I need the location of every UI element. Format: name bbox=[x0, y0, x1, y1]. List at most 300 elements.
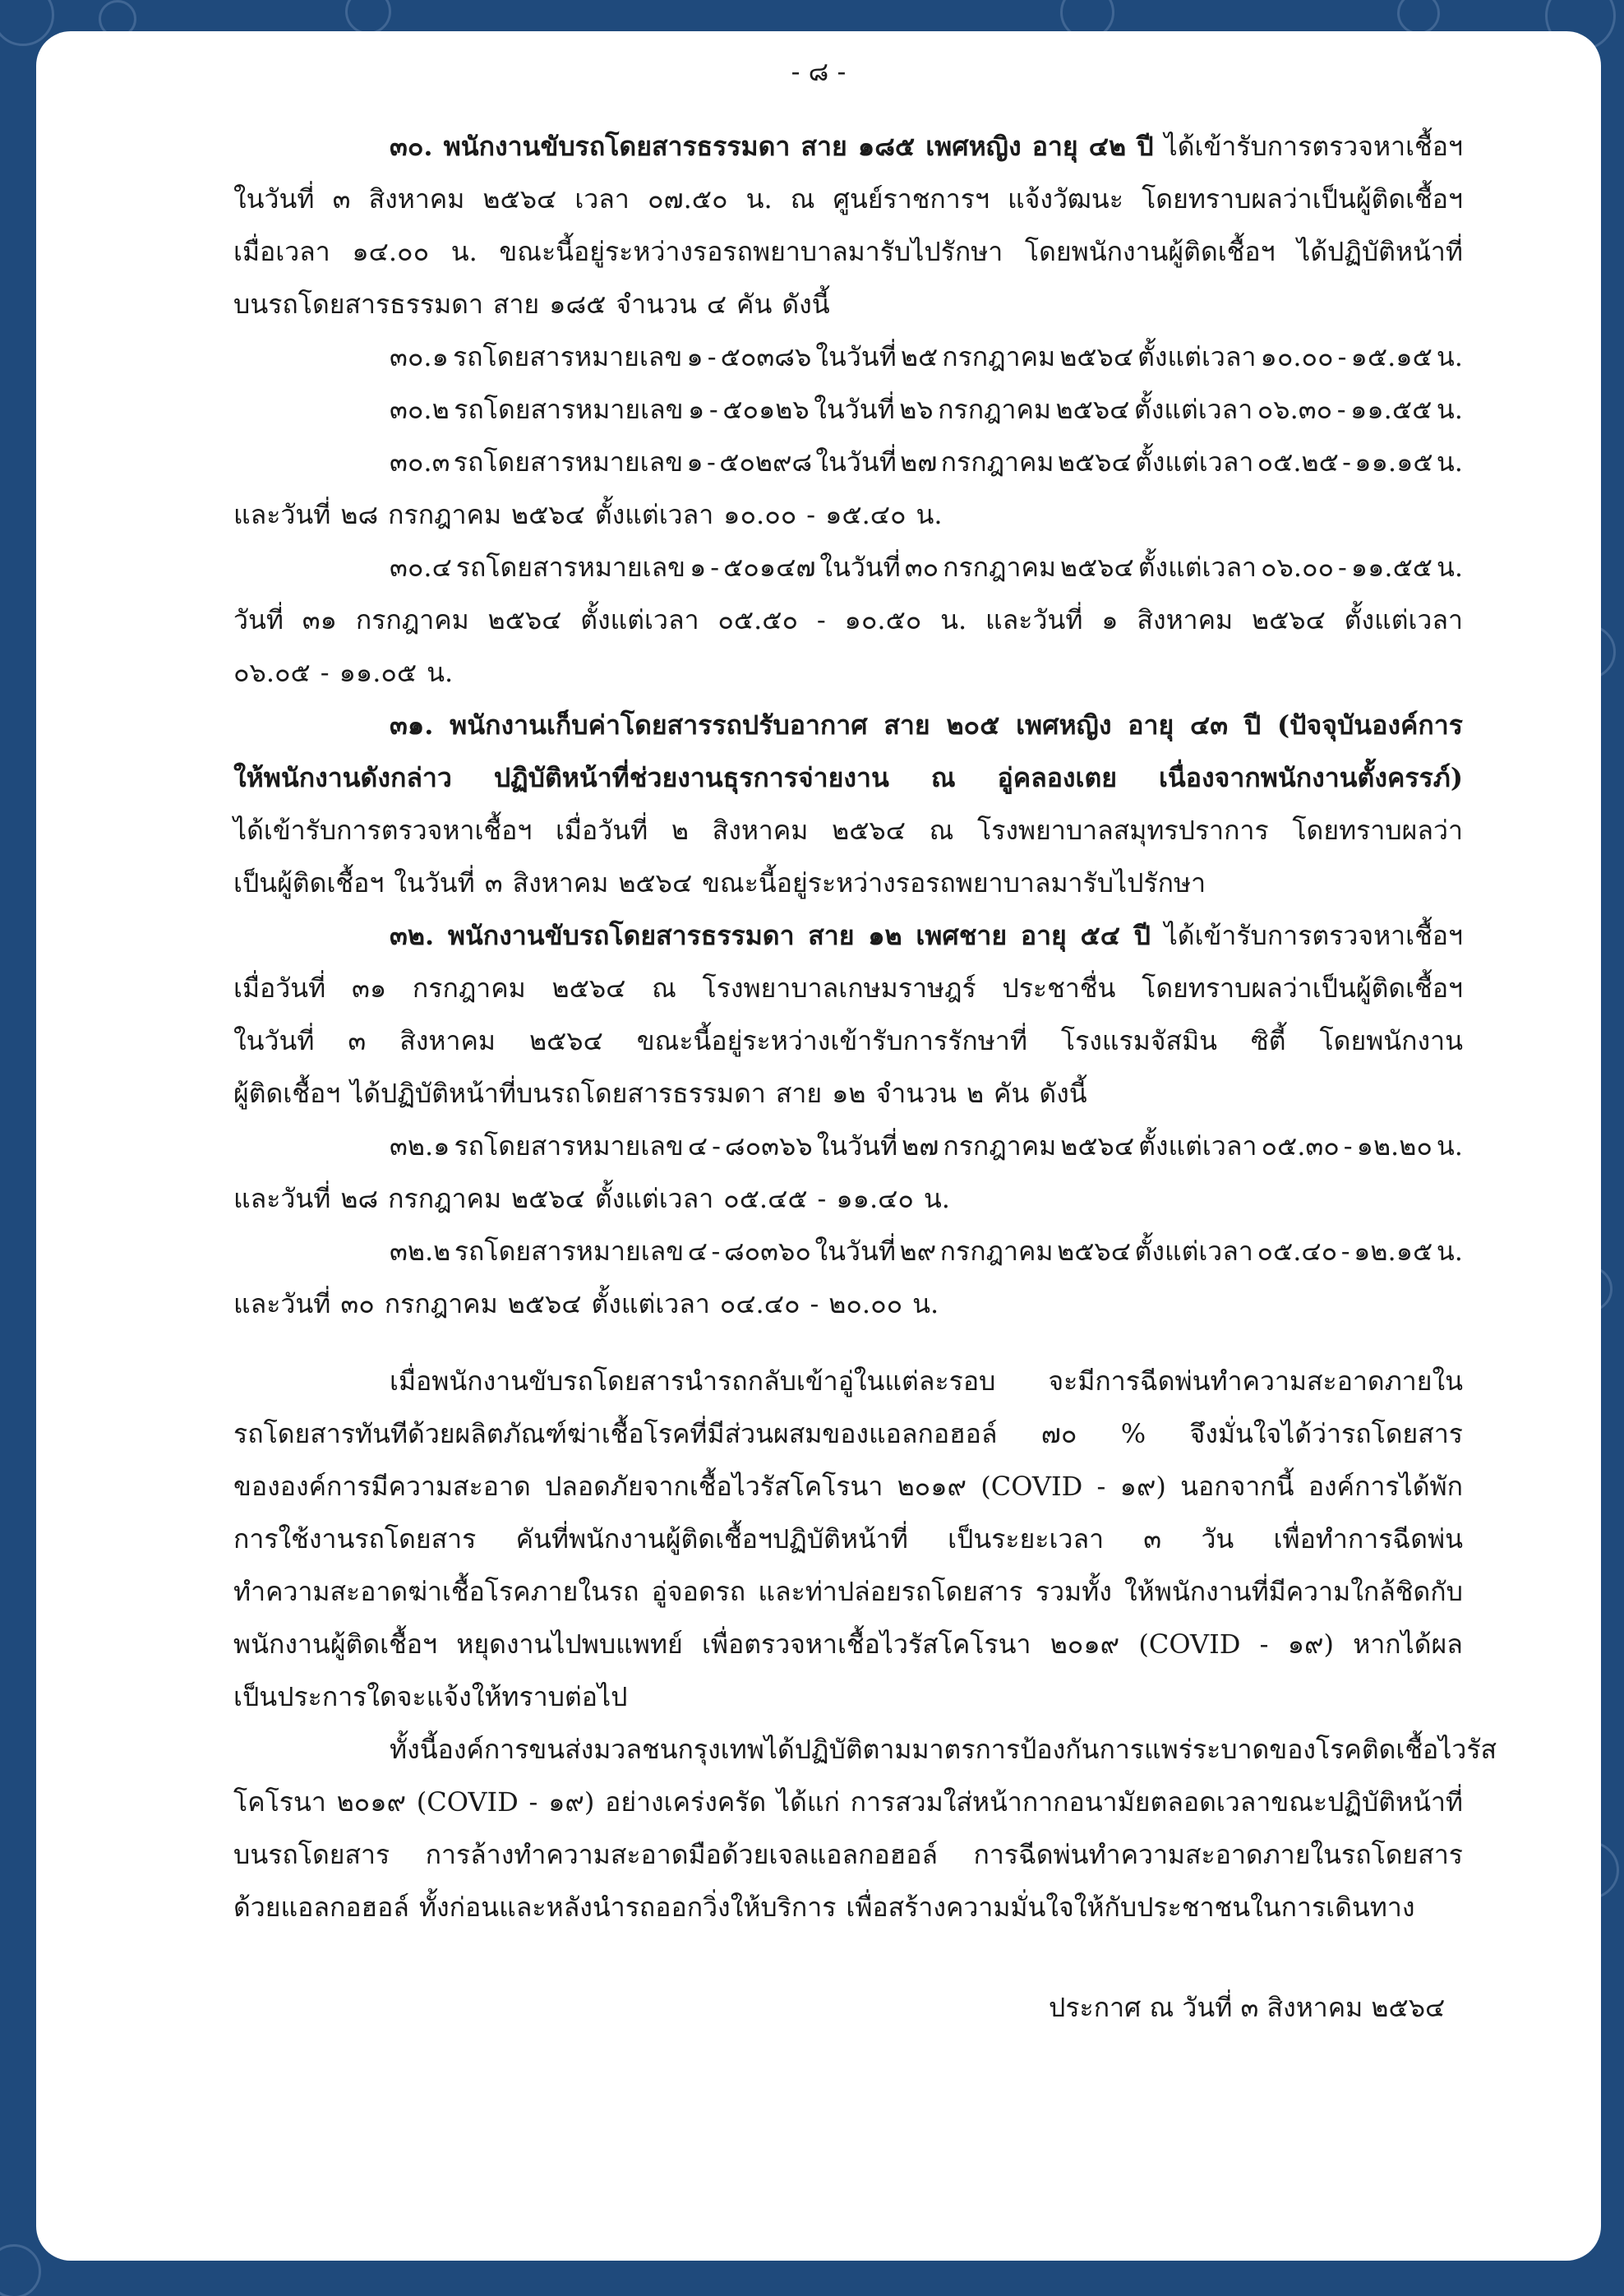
bold-word: อู่คลองเตย bbox=[997, 762, 1118, 793]
word: เมื่อเวลา bbox=[233, 236, 330, 267]
word: อู่จอดรถ bbox=[651, 1576, 746, 1607]
word: และวันที่ bbox=[233, 1183, 331, 1214]
word: รถโดยสารหมายเลข bbox=[454, 1236, 685, 1267]
bold-word: ปฏิบัติหน้าที่ช่วยงานธุรการจ่ายงาน bbox=[493, 762, 889, 793]
bold-word: พนักงานเก็บค่าโดยสารรถปรับอากาศ bbox=[450, 709, 868, 741]
text-line bbox=[390, 1120, 1463, 1172]
word: ด้วยแอลกอฮอล์ bbox=[233, 1892, 409, 1923]
text-line bbox=[233, 173, 1463, 225]
word: ๗๐ bbox=[1040, 1418, 1077, 1449]
word: คัน bbox=[994, 1078, 1030, 1109]
word: - bbox=[806, 499, 816, 530]
word: การสวมใส่หน้ากากอนามัยตลอดเวลาขณะปฏิบัติหน้าที่ bbox=[850, 1786, 1463, 1818]
word: ๑๒ bbox=[832, 1078, 866, 1109]
word: ๑ bbox=[1101, 604, 1119, 635]
word: ในวันที่ bbox=[819, 552, 901, 583]
word: ๒๕๖๔ bbox=[618, 867, 693, 899]
word: ๐๔.๔๐ bbox=[719, 1288, 800, 1319]
word: ทั้งนี้ bbox=[390, 1734, 438, 1765]
word: กรกฎาคม bbox=[388, 499, 502, 530]
word: การใช้งานรถโดยสาร bbox=[233, 1523, 477, 1555]
word: และวันที่ bbox=[985, 604, 1083, 635]
text-line bbox=[233, 1277, 1463, 1330]
word: โรงพยาบาลสมุทรปราการ bbox=[977, 815, 1269, 846]
word: การล้างทำความสะอาดมือด้วยเจลแอลกอฮอล์ bbox=[425, 1839, 939, 1870]
word: ๒๕๖๔ bbox=[507, 1288, 582, 1319]
word: โรงแรมจัสมิน bbox=[1060, 1025, 1218, 1056]
word: กรกฎาคม bbox=[943, 552, 1056, 583]
word: ๓๐.๑ bbox=[390, 341, 449, 372]
word: ๓๐ bbox=[340, 1288, 375, 1319]
word: โรงพยาบาลเกษมราษฎร์ bbox=[702, 972, 976, 1004]
word: ๒๐๑๙ bbox=[336, 1786, 406, 1818]
word: น. bbox=[450, 236, 478, 267]
virus-pattern-icon bbox=[1397, 0, 1440, 35]
word: ๑๕.๑๕ bbox=[1350, 341, 1433, 372]
word: ๓ bbox=[484, 867, 503, 899]
word: น. bbox=[1436, 394, 1463, 425]
word: กรกฎาคม bbox=[388, 1183, 502, 1214]
word: ๒๐๑๙ bbox=[897, 1471, 967, 1502]
word: กรกฎาคม bbox=[939, 1236, 1054, 1267]
word: ตั้งแต่เวลา bbox=[591, 1288, 710, 1319]
bold-word: ๓๑. bbox=[390, 709, 434, 741]
word: ได้เข้ารับการตรวจหาเชื้อฯ bbox=[1164, 131, 1463, 162]
word: แจ้งวัฒนะ bbox=[1008, 183, 1123, 215]
announcement-date: ประกาศ ณ วันที่ ๓ สิงหาคม ๒๕๖๔ bbox=[1049, 1992, 1446, 2023]
text-line bbox=[233, 962, 1463, 1014]
bold-word: ให้พนักงานดังกล่าว bbox=[233, 762, 452, 793]
document-body bbox=[233, 120, 1497, 1933]
word: เมื่อพนักงานขับรถโดยสารนำรถกลับเข้าอู่ในแต่ละรอบ bbox=[390, 1365, 996, 1397]
word: ตั้งแต่เวลา bbox=[580, 604, 699, 635]
word: ตั้งแต่เวลา bbox=[1134, 446, 1254, 478]
word: ๒๘ bbox=[340, 499, 379, 530]
word: ๑๙) bbox=[1287, 1628, 1334, 1660]
word: น. bbox=[940, 604, 967, 635]
word: - bbox=[1340, 1236, 1350, 1267]
word: ๓๐ bbox=[904, 552, 939, 583]
text-line bbox=[233, 1460, 1463, 1513]
word: ๑๐.๐๐ bbox=[723, 499, 797, 530]
bold-word: เนื่องจากพนักงานตั้งครรภ์) bbox=[1158, 762, 1463, 793]
word: โคโรนา bbox=[233, 1786, 326, 1818]
word: ๓๑ bbox=[302, 604, 337, 635]
word: สาย bbox=[492, 289, 540, 320]
word: ศูนย์ราชการฯ bbox=[833, 183, 990, 215]
word: จะมีการฉีดพ่นทำความสะอาดภายใน bbox=[1048, 1365, 1463, 1397]
word: ในวันที่ bbox=[233, 1025, 315, 1056]
virus-pattern-icon bbox=[345, 0, 391, 35]
word: รถโดยสารทันทีด้วยผลิตภัณฑ์ฆ่าเชื้อโรคที่มีส่วนผสมของแอลกอฮอล์ bbox=[233, 1418, 998, 1449]
word: ๐๖.๐๐ bbox=[1260, 552, 1335, 583]
word: เพื่อทำการฉีดพ่น bbox=[1273, 1523, 1463, 1555]
word: รถโดยสารหมายเลข bbox=[454, 394, 684, 425]
bold-word: สาย bbox=[808, 920, 855, 951]
text-line bbox=[233, 646, 1463, 699]
word: ได้เข้ารับการตรวจหาเชื้อฯ bbox=[1164, 920, 1463, 951]
bold-word: ๒๐๕ bbox=[946, 709, 1000, 741]
word: และวันที่ bbox=[233, 499, 331, 530]
word: - bbox=[817, 1183, 827, 1214]
word: ในวันที่ bbox=[814, 1236, 896, 1267]
word: ๐๕.๕๐ bbox=[717, 604, 799, 635]
text-line bbox=[390, 699, 1463, 751]
word: - bbox=[1259, 1628, 1269, 1660]
word: ๐๕.๓๐ bbox=[1261, 1130, 1340, 1162]
word: กรกฎาคม bbox=[412, 972, 526, 1004]
word: โดยพนักงาน bbox=[1319, 1025, 1463, 1056]
text-line bbox=[233, 1067, 1463, 1120]
word: และวันที่ bbox=[233, 1288, 331, 1319]
word: เพื่อตรวจหาเชื้อไวรัสโคโรนา bbox=[701, 1628, 1031, 1660]
word: สิงหาคม bbox=[368, 183, 465, 215]
bold-word: ๔๒ bbox=[1088, 131, 1127, 162]
word: ในวันที่ bbox=[816, 1130, 898, 1162]
word: ๓๒.๑ bbox=[390, 1130, 450, 1162]
bold-word: ปี bbox=[1133, 920, 1151, 951]
paragraph-p-measures bbox=[233, 1723, 1497, 1933]
word: - bbox=[1336, 394, 1346, 425]
bold-word: พนักงานขับรถโดยสารธรรมดา bbox=[447, 920, 795, 951]
paragraph-p30 bbox=[233, 120, 1463, 699]
word: ณ bbox=[652, 972, 676, 1004]
bold-word: สาย bbox=[884, 709, 930, 741]
word: ทั้งก่อนและหลังนำรถออกวิ่งให้บริการ bbox=[418, 1892, 837, 1923]
bold-word: อายุ bbox=[1128, 709, 1174, 741]
text-line bbox=[390, 120, 1463, 173]
word: ๒๐.๐๐ bbox=[828, 1288, 903, 1319]
word: ๒๕๖๔ bbox=[1057, 446, 1132, 478]
text-line bbox=[233, 278, 1463, 330]
word: น. bbox=[916, 499, 943, 530]
word: ตั้งแต่เวลา bbox=[594, 499, 714, 530]
word: - bbox=[710, 552, 720, 583]
word: ๑ bbox=[690, 552, 707, 583]
word: โดยทราบผลว่า bbox=[1292, 815, 1463, 846]
word: ในวันที่ bbox=[815, 446, 897, 478]
word: โดยทราบผลว่าเป็นผู้ติดเชื้อฯ bbox=[1142, 972, 1463, 1004]
word: ๓๐.๔ bbox=[390, 552, 452, 583]
word: ๑ bbox=[686, 341, 704, 372]
word: - bbox=[810, 1288, 819, 1319]
word: ๒๐๑๙ bbox=[1050, 1628, 1120, 1660]
word: ตั้งแต่เวลา bbox=[1134, 1236, 1253, 1267]
word: - bbox=[1337, 341, 1347, 372]
text-line bbox=[233, 1565, 1463, 1618]
bold-word: อายุ bbox=[1031, 131, 1078, 162]
word: รถโดยสารหมายเลข bbox=[455, 552, 686, 583]
word: เวลา bbox=[574, 183, 630, 215]
text-line bbox=[233, 1014, 1463, 1067]
word: ๒๕๖๔ bbox=[1055, 394, 1130, 425]
word: ๑๑.๐๕ bbox=[339, 657, 418, 688]
text-line bbox=[390, 1723, 1497, 1776]
word: นอกจากนี้ bbox=[1180, 1471, 1294, 1502]
word: - bbox=[707, 341, 717, 372]
word: หากได้ผล bbox=[1353, 1628, 1463, 1660]
word: เป็นประการใดจะแจ้งให้ทราบต่อไป bbox=[233, 1681, 628, 1712]
word: สิงหาคม bbox=[1137, 604, 1234, 635]
word: เมื่อวันที่ bbox=[555, 815, 648, 846]
word: ประชาชื่น bbox=[1002, 972, 1116, 1004]
word: กรกฎาคม bbox=[355, 604, 469, 635]
word: ๑ bbox=[688, 394, 705, 425]
page-number: - ๘ - bbox=[791, 56, 847, 87]
word: ณ bbox=[929, 815, 954, 846]
text-line bbox=[390, 541, 1463, 594]
word: ได้ปฏิบัติหน้าที่ bbox=[1297, 236, 1463, 267]
word: สาย bbox=[775, 1078, 823, 1109]
word: ๒๙ bbox=[899, 1236, 937, 1267]
word: - bbox=[1338, 552, 1347, 583]
word: ๓ bbox=[1143, 1523, 1162, 1555]
word: บนรถโดยสาร bbox=[233, 1839, 390, 1870]
word: กรกฎาคม bbox=[384, 1288, 498, 1319]
word: ผู้ติดเชื้อฯ bbox=[233, 1078, 341, 1109]
word: ๒๕ bbox=[900, 341, 939, 372]
word: ๐๖.๓๐ bbox=[1257, 394, 1333, 425]
word: โดยทราบผลว่าเป็นผู้ติดเชื้อฯ bbox=[1142, 183, 1463, 215]
virus-pattern-icon bbox=[0, 2244, 41, 2296]
text-line bbox=[233, 1618, 1463, 1670]
word: (COVID bbox=[1138, 1628, 1241, 1660]
bold-word: เพศชาย bbox=[916, 920, 1008, 951]
bold-word: (ปัจจุบันองค์การ bbox=[1277, 709, 1463, 741]
word: - bbox=[816, 604, 826, 635]
word: ๑๒.๒๐ bbox=[1356, 1130, 1433, 1162]
bold-word: พนักงานขับรถโดยสารธรรมดา bbox=[443, 131, 791, 162]
word: ขณะนี้อยู่ระหว่างรอรถพยาบาลมารับไปรักษา bbox=[702, 867, 1206, 899]
text-line bbox=[390, 330, 1463, 383]
word: เมื่อวันที่ bbox=[233, 972, 326, 1004]
word: กรกฎาคม bbox=[943, 1130, 1057, 1162]
text-line bbox=[233, 1172, 1463, 1225]
word: รถโดยสารหมายเลข bbox=[454, 1130, 684, 1162]
word: คันที่พนักงานผู้ติดเชื้อฯปฏิบัติหน้าที่ bbox=[515, 1523, 908, 1555]
word: - bbox=[528, 1786, 538, 1818]
text-line bbox=[233, 488, 1463, 541]
word: ๑๕.๔๐ bbox=[825, 499, 907, 530]
word: ๒๕๖๔ bbox=[511, 499, 585, 530]
text-line bbox=[390, 436, 1463, 488]
word: ๒๕๖๔ bbox=[487, 604, 562, 635]
word: % bbox=[1120, 1418, 1146, 1449]
word: ๑๑.๕๕ bbox=[1350, 394, 1433, 425]
word: ตั้งแต่เวลา bbox=[594, 1183, 714, 1214]
word: ๒๕๖๔ bbox=[1059, 341, 1134, 372]
bold-word: ๕๔ bbox=[1080, 920, 1120, 951]
text-line bbox=[390, 1355, 1463, 1407]
bold-word: ปี bbox=[1243, 709, 1262, 741]
word: น. bbox=[1436, 1130, 1463, 1162]
word: รวมทั้ง bbox=[1035, 1576, 1112, 1607]
word: ๒๕๖๔ bbox=[1059, 552, 1134, 583]
word: ๓๐.๒ bbox=[390, 394, 450, 425]
word: ดังนี้ bbox=[782, 289, 830, 320]
word: ๘๐๓๖๖ bbox=[724, 1130, 813, 1162]
word: ขณะนี้อยู่ระหว่างเข้ารับการรักษาที่ bbox=[636, 1025, 1027, 1056]
bold-word: ๓๒. bbox=[390, 920, 435, 951]
word: ๒๖ bbox=[899, 394, 934, 425]
text-line bbox=[233, 1881, 1463, 1933]
bold-word: อายุ bbox=[1020, 920, 1067, 951]
word: รถโดยสารหมายเลข bbox=[453, 446, 684, 478]
word: ให้พนักงานที่มีความใกล้ชิดกับ bbox=[1124, 1576, 1463, 1607]
word: ๕๐๓๘๖ bbox=[720, 341, 812, 372]
word: ๒๕๖๔ bbox=[551, 972, 626, 1004]
word: ๒๕๖๔ bbox=[1251, 604, 1326, 635]
word: คัน bbox=[736, 289, 773, 320]
word: โดยพนักงานผู้ติดเชื้อฯ bbox=[1024, 236, 1276, 267]
word: ๐๖.๐๕ bbox=[233, 657, 311, 688]
word: จำนวน bbox=[616, 289, 697, 320]
word: วัน bbox=[1201, 1523, 1234, 1555]
word: ๕๐๒๙๘ bbox=[719, 446, 813, 478]
word: สิงหาคม bbox=[399, 1025, 496, 1056]
word: ๒๕๖๔ bbox=[1057, 1236, 1131, 1267]
word: น. bbox=[1436, 341, 1463, 372]
word: ในวันที่ bbox=[815, 341, 897, 372]
word: ๐๕.๔๕ bbox=[723, 1183, 808, 1214]
word: ขององค์การมีความสะอาด bbox=[233, 1471, 531, 1502]
word: กรกฎาคม bbox=[940, 446, 1054, 478]
word: - bbox=[1342, 446, 1351, 478]
word: ๕๐๑๔๗ bbox=[723, 552, 816, 583]
word: ๒๕๖๔ bbox=[832, 815, 906, 846]
word: ๒๗ bbox=[902, 1130, 939, 1162]
word: - bbox=[708, 394, 718, 425]
word: ๓๑ bbox=[351, 972, 387, 1004]
word: สิงหาคม bbox=[712, 815, 809, 846]
word: ตั้งแต่เวลา bbox=[1138, 1130, 1257, 1162]
bold-word: สาย bbox=[800, 131, 847, 162]
word: เป็นระยะเวลา bbox=[948, 1523, 1105, 1555]
text-line bbox=[233, 1407, 1463, 1460]
word: การฉีดพ่นทำความสะอาดภายในรถโดยสาร bbox=[973, 1839, 1463, 1870]
text-line bbox=[233, 751, 1463, 804]
word: ๑๒.๑๕ bbox=[1354, 1236, 1433, 1267]
word: ๑๑.๑๕ bbox=[1354, 446, 1433, 478]
word: ๘๐๓๖๐ bbox=[723, 1236, 811, 1267]
word: ในวันที่ bbox=[394, 867, 475, 899]
word: พนักงานผู้ติดเชื้อฯ bbox=[233, 1628, 437, 1660]
word: ๓ bbox=[348, 1025, 367, 1056]
bold-word: เพศหญิง bbox=[925, 131, 1022, 162]
word: ทำความสะอาดฆ่าเชื้อโรคภายในรถ bbox=[233, 1576, 639, 1607]
word: ได้ปฏิบัติหน้าที่บนรถโดยสารธรรมดา bbox=[350, 1078, 766, 1109]
word: ตั้งแต่เวลา bbox=[1344, 604, 1463, 635]
bold-word: เพศหญิง bbox=[1016, 709, 1112, 741]
text-line bbox=[233, 594, 1463, 646]
word: ๑๙) bbox=[1119, 1471, 1166, 1502]
word: ๓๒.๒ bbox=[390, 1236, 451, 1267]
bold-word: ๔๓ bbox=[1190, 709, 1229, 741]
word: ๓ bbox=[332, 183, 351, 215]
word: ๒ bbox=[671, 815, 689, 846]
word: ขณะนี้อยู่ระหว่างรอรถพยาบาลมารับไปรักษา bbox=[499, 236, 1003, 267]
virus-pattern-icon bbox=[0, 0, 54, 46]
paragraph-p32 bbox=[233, 909, 1463, 1330]
word: ในวันที่ bbox=[814, 394, 895, 425]
word: ๒๕๖๔ bbox=[528, 1025, 603, 1056]
word: ๑๑.๕๕ bbox=[1350, 552, 1433, 583]
word: ซิตี้ bbox=[1251, 1025, 1286, 1056]
word: ๕๐๑๒๖ bbox=[722, 394, 810, 425]
word: - bbox=[712, 1130, 721, 1162]
word: ดังนี้ bbox=[1039, 1078, 1087, 1109]
word: ตั้งแต่เวลา bbox=[1137, 552, 1257, 583]
word: ๑๘๕ bbox=[549, 289, 607, 320]
text-line bbox=[390, 1225, 1463, 1277]
word: น. bbox=[912, 1288, 939, 1319]
paragraph-p-clean bbox=[233, 1355, 1463, 1723]
bold-word: ณ bbox=[930, 762, 956, 793]
word: หยุดงานไปพบแพทย์ bbox=[456, 1628, 683, 1660]
word: ๑๑.๔๐ bbox=[836, 1183, 914, 1214]
text-line bbox=[233, 857, 1463, 909]
word: ๒๕๖๔ bbox=[1060, 1130, 1135, 1162]
word: ตั้งแต่เวลา bbox=[1137, 341, 1257, 372]
word: องค์การขนส่งมวลชนกรุงเทพ bbox=[437, 1734, 764, 1765]
bold-word: ๓๐. bbox=[390, 131, 433, 162]
word: สิงหาคม bbox=[512, 867, 609, 899]
word: วันที่ bbox=[233, 604, 284, 635]
word: ๓๐.๓ bbox=[390, 446, 450, 478]
word: จำนวน bbox=[875, 1078, 957, 1109]
word: ตั้งแต่เวลา bbox=[1133, 394, 1253, 425]
word: องค์การได้พัก bbox=[1308, 1471, 1463, 1502]
word: น. bbox=[1436, 1236, 1463, 1267]
word: ๒๘ bbox=[340, 1183, 379, 1214]
word: ๑๙) bbox=[548, 1786, 595, 1818]
text-line bbox=[390, 909, 1463, 962]
text-line bbox=[233, 1828, 1463, 1881]
bold-word: ปี bbox=[1137, 131, 1154, 162]
word: - bbox=[711, 1236, 721, 1267]
text-line bbox=[233, 225, 1463, 278]
word: น. bbox=[1436, 552, 1463, 583]
word: (COVID bbox=[416, 1786, 519, 1818]
word: ๒๕๖๔ bbox=[511, 1183, 585, 1214]
word: กรกฎาคม bbox=[942, 341, 1056, 372]
word: ปลอดภัยจากเชื้อไวรัสโคโรนา bbox=[544, 1471, 884, 1502]
word: - bbox=[320, 657, 330, 688]
paragraph-p31 bbox=[233, 699, 1463, 909]
text-line bbox=[233, 804, 1463, 857]
word: เป็นผู้ติดเชื้อฯ bbox=[233, 867, 385, 899]
word: ๔ bbox=[687, 1130, 708, 1162]
word: น. bbox=[745, 183, 773, 215]
word: กรกฎาคม bbox=[938, 394, 1052, 425]
word: รถโดยสารหมายเลข bbox=[452, 341, 683, 372]
word: ๔ bbox=[687, 1236, 708, 1267]
word: ๒๕๖๔ bbox=[482, 183, 557, 215]
word: ๒๗ bbox=[900, 446, 938, 478]
word: เพื่อสร้างความมั่นใจให้กับประชาชนในการเดินทาง bbox=[846, 1892, 1415, 1923]
word: ๑๐.๐๐ bbox=[1260, 341, 1334, 372]
word: ๐๕.๔๐ bbox=[1257, 1236, 1338, 1267]
word: ๑๐.๕๐ bbox=[844, 604, 922, 635]
text-line bbox=[233, 1513, 1463, 1565]
word: จึงมั่นใจได้ว่ารถโดยสาร bbox=[1189, 1418, 1463, 1449]
word: บนรถโดยสารธรรมดา bbox=[233, 289, 483, 320]
word: ได้เข้ารับการตรวจหาเชื้อฯ bbox=[233, 815, 533, 846]
word: ๑๔.๐๐ bbox=[352, 236, 430, 267]
word: - bbox=[1096, 1471, 1106, 1502]
document-page bbox=[36, 31, 1601, 2261]
text-line bbox=[233, 1670, 1463, 1723]
